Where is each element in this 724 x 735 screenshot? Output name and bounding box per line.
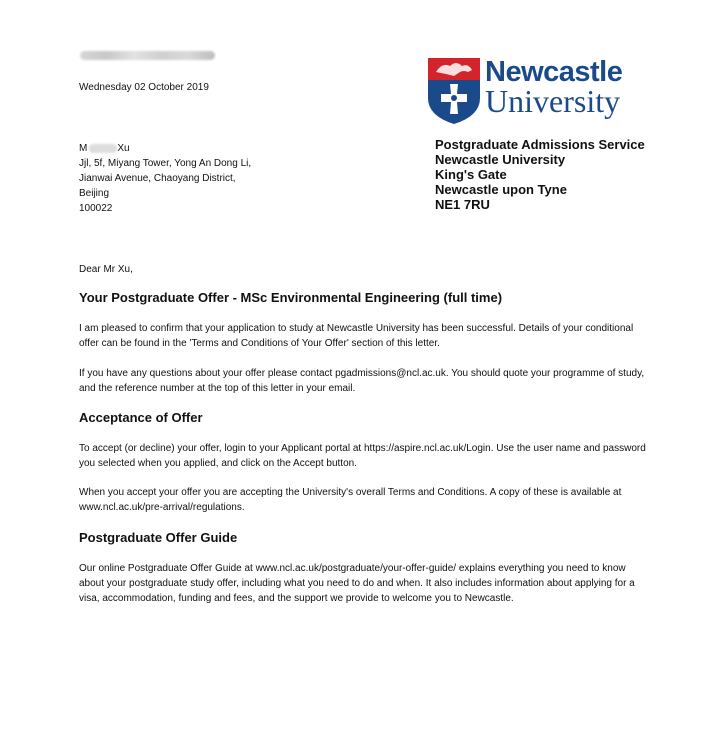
redacted-name bbox=[89, 144, 117, 153]
redacted-reference-number bbox=[80, 51, 215, 60]
sender-address-line: King's Gate bbox=[435, 167, 507, 182]
letter-date: Wednesday 02 October 2019 bbox=[79, 82, 209, 93]
logo-word-newcastle: Newcastle bbox=[485, 56, 623, 88]
recipient-address-line: Jjl, 5f, Miyang Tower, Yong An Dong Li, bbox=[79, 158, 252, 169]
recipient-surname: Xu bbox=[117, 143, 130, 154]
recipient-name-initial: M bbox=[79, 143, 88, 154]
sender-address-line: NE1 7RU bbox=[435, 197, 490, 212]
sender-address-line: Newcastle upon Tyne bbox=[435, 182, 567, 197]
intro-paragraph: If you have any questions about your offer please contact pgadmissions@ncl.ac.uk. You should quote your programme of study, and the reference number at the top of this letter in your email. bbox=[79, 368, 645, 394]
recipient-address-line: 100022 bbox=[79, 203, 113, 214]
letter-title: Your Postgraduate Offer - MSc Environmental Engineering (full time) bbox=[79, 290, 503, 305]
recipient-address-line: Jianwai Avenue, Chaoyang District, bbox=[79, 173, 236, 184]
university-shield-icon bbox=[428, 58, 480, 124]
acceptance-paragraph: To accept (or decline) your offer, login to your Applicant portal at https://aspire.ncl.ac.uk/Login. Use the user name and password you selected when you applied, and click on the Accept button. bbox=[79, 443, 646, 469]
university-logo bbox=[428, 58, 623, 124]
sender-address-line: Newcastle University bbox=[435, 152, 566, 167]
sender-address bbox=[435, 137, 645, 212]
intro-paragraph: I am pleased to confirm that your application to study at Newcastle University has been successful. Details of your conditional offer can be found in the 'Terms and Conditions of Your Offer' section of this letter. bbox=[79, 323, 634, 349]
sender-address-line: Postgraduate Admissions Service bbox=[435, 137, 645, 152]
acceptance-heading: Acceptance of Offer bbox=[79, 410, 203, 425]
logo-word-university: University bbox=[485, 83, 621, 119]
recipient-address bbox=[79, 141, 251, 216]
recipient-address-line: Beijing bbox=[79, 188, 110, 199]
guide-paragraph: Our online Postgraduate Offer Guide at www.ncl.ac.uk/postgraduate/your-offer-guide/ explains everything you need to know about your postgraduate study offer, including what you need to do and when. It also includes information about applying for a visa, accommodation, funding and fees, and the support we provide to welcome you to Newcastle. bbox=[79, 563, 635, 604]
acceptance-paragraph: When you accept your offer you are accepting the University's overall Terms and Conditions. A copy of these is available at www.ncl.ac.uk/pre-arrival/regulations. bbox=[79, 487, 622, 513]
guide-heading: Postgraduate Offer Guide bbox=[79, 530, 238, 545]
salutation: Dear Mr Xu, bbox=[79, 264, 133, 275]
recipient-name bbox=[79, 141, 251, 156]
